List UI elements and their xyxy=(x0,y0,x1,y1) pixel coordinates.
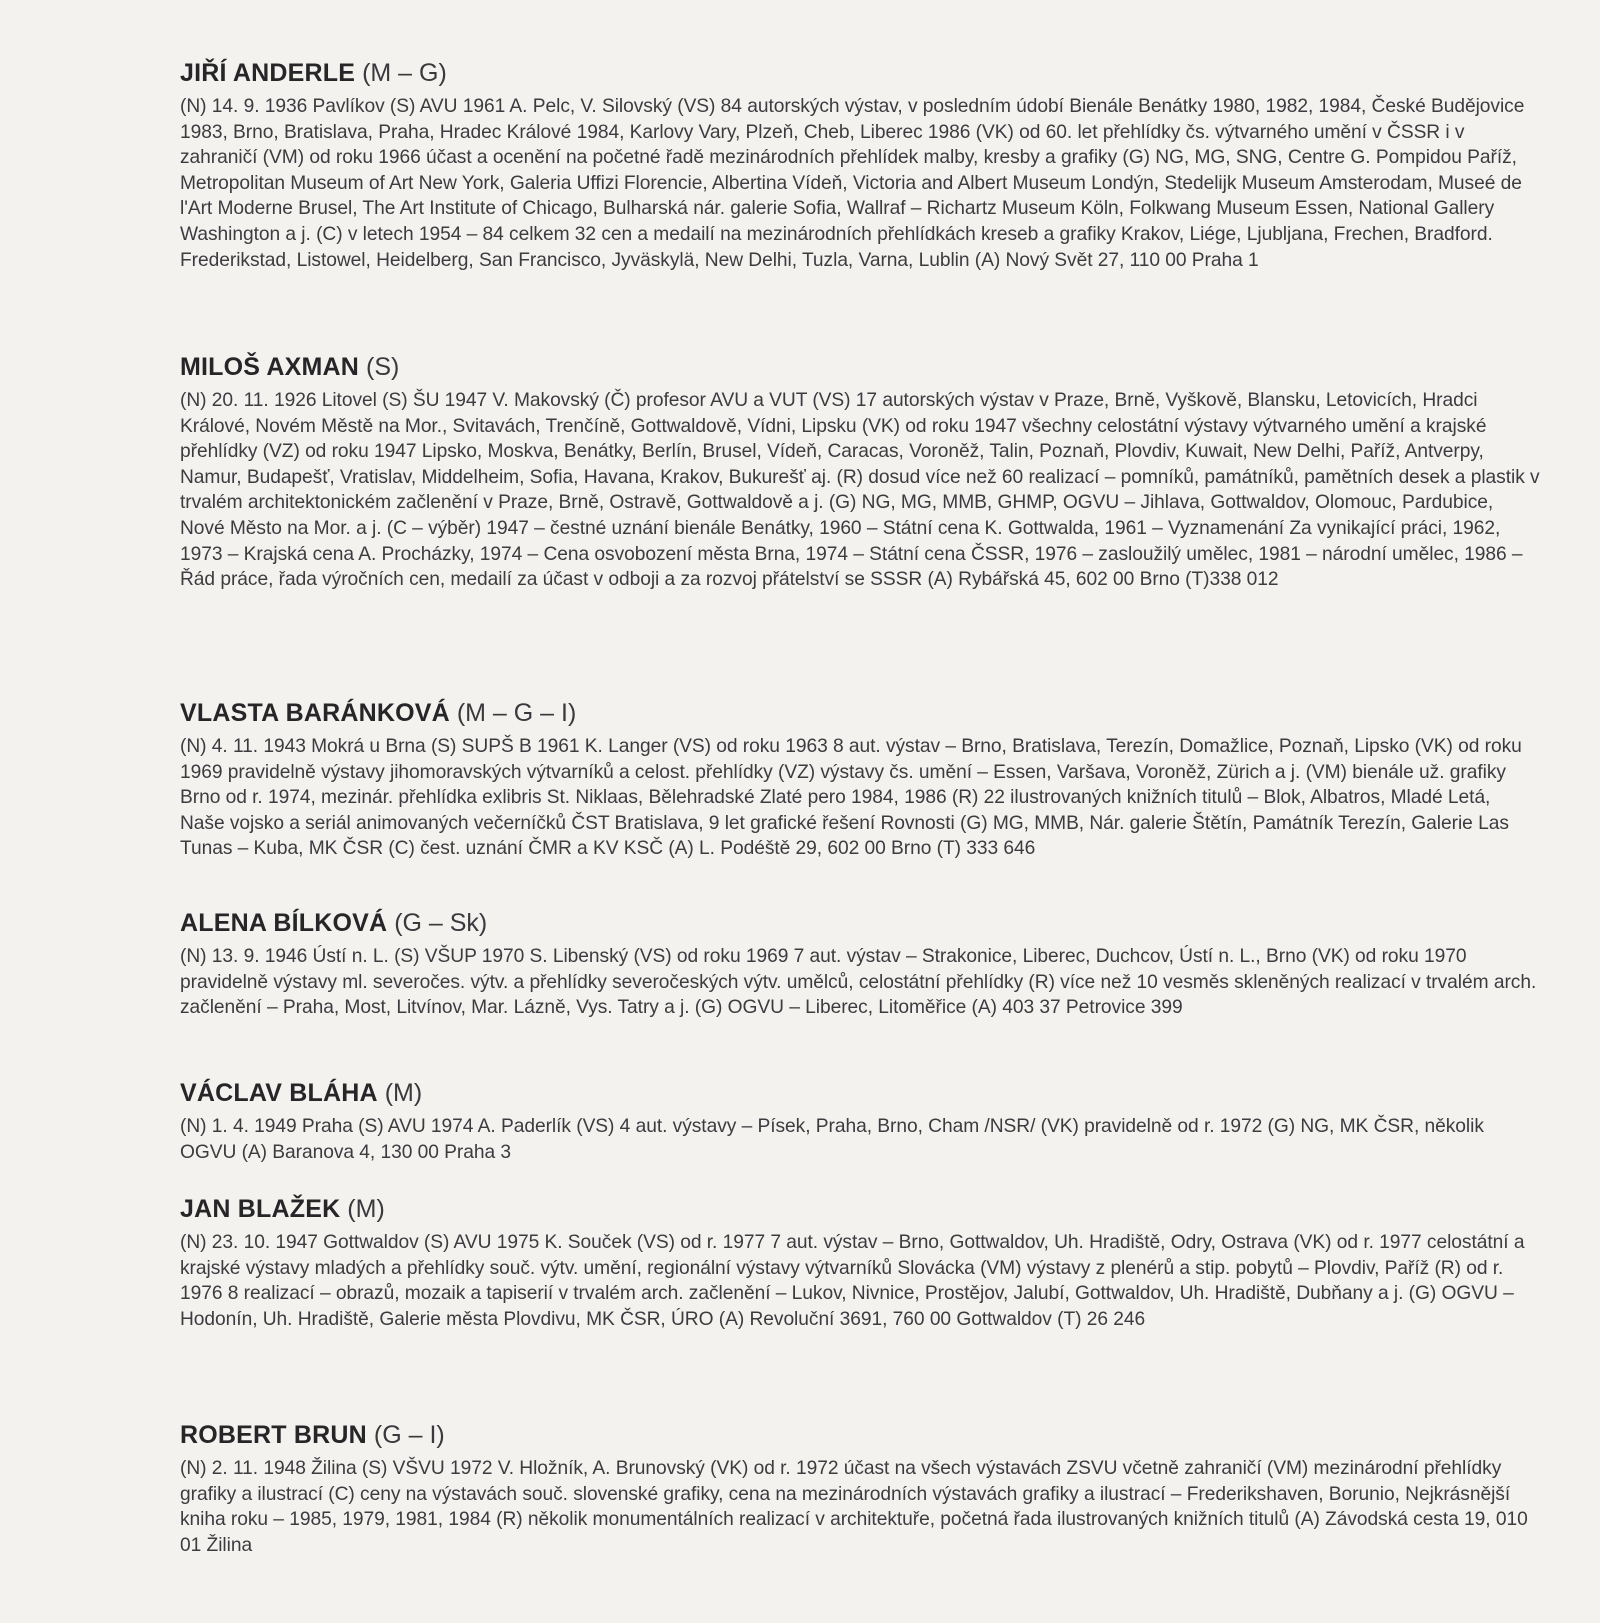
artist-techniques: (M) xyxy=(384,1079,423,1107)
artist-entry-blazek xyxy=(180,1194,1540,1332)
artist-entry-brun xyxy=(180,1420,1540,1558)
entry-heading xyxy=(180,352,1540,382)
entry-heading xyxy=(180,1078,1540,1108)
entry-heading xyxy=(180,698,1540,728)
artist-techniques: (G – I) xyxy=(373,1421,445,1449)
artist-bio: (N) 1. 4. 1949 Praha (S) AVU 1974 A. Paderlík (VS) 4 aut. výstavy – Písek, Praha, Brno, Cham /NSR/ (VK) pravidelně od r. 1972 (G) NG, MK ČSR, několik OGVU (A) Baranova 4, 130 00 Praha 3 xyxy=(180,1116,1484,1163)
entry-heading xyxy=(180,1420,1540,1450)
artist-techniques: (M – G – I) xyxy=(456,699,577,727)
artist-name: ROBERT BRUN xyxy=(180,1421,367,1449)
artist-techniques: (G – Sk) xyxy=(394,909,488,937)
artist-bio: (N) 13. 9. 1946 Ústí n. L. (S) VŠUP 1970 S. Libenský (VS) od roku 1969 7 aut. výstav – Strakonice, Liberec, Duchcov, Ústí n. L., Brno (VK) od roku 1970 pravidelně výstavy ml. severočes. výtv. a přehlídky severočeských výtv. umělců, celostátní přehlídky (R) více než 10 vesměs skleněných realizací v trvalém arch. začlenění – Praha, Most, Litvínov, Mar. Lázně, Vys. Tatry a j. (G) OGVU – Liberec, Litoměřice (A) 403 37 Petrovice 399 xyxy=(180,946,1537,1019)
artist-name: JAN BLAŽEK xyxy=(180,1195,341,1223)
artist-techniques: (S) xyxy=(366,353,400,381)
artist-bio: (N) 20. 11. 1926 Litovel (S) ŠU 1947 V. Makovský (Č) profesor AVU a VUT (VS) 17 autorských výstav v Praze, Brně, Vyškově, Blansku, Letovicích, Hradci Králové, Novém Městě na Mor., Svitavách, Trenčíně, Gottwaldově, Vídni, Lipsku (VK) od roku 1947 všechny celostátní výstavy výtvarného umění a krajské přehlídky (VZ) od roku 1947 Lipsko, Moskva, Benátky, Berlín, Brusel, Vídeň, Caracas, Voroněž, Talin, Poznaň, Plovdiv, Kuwait, New Delhi, Paříž, Antverpy, Namur, Budapešť, Vratislav, Middelheim, Sofia, Havana, Krakov, Bukurešť aj. (R) dosud více než 60 realizací – pomníků, památníků, pamětních desek a plastik v trvalém architektonickém začlenění v Praze, Brně, Ostravě, Gottwaldově a j. (G) NG, MG, MMB, GHMP, OGVU – Jihlava, Gottwaldov, Olomouc, Pardubice, Nové Město na Mor. a j. (C – výběr) 1947 – čestné uznání bienále Benátky, 1960 – Státní cena K. Gottwalda, 1961 – Vyznamenání Za vynikající práci, 1962, 1973 – Krajská cena A. Procházky, 1974 – Cena osvobození města Brna, 1974 – Státní cena ČSSR, 1976 – zasloužilý umělec, 1981 – národní umělec, 1986 – Řád práce, řada výročních cen, medailí za účast v odboji a za rozvoj přátelství se SSSR (A) Rybářská 45, 602 00 Brno (T)338 012 xyxy=(180,390,1540,591)
artist-name: VLASTA BARÁNKOVÁ xyxy=(180,699,450,727)
artist-bio: (N) 4. 11. 1943 Mokrá u Brna (S) SUPŠ B 1961 K. Langer (VS) od roku 1963 8 aut. výstav – Brno, Bratislava, Terezín, Domažlice, Poznaň, Lipsko (VK) od roku 1969 pravidelně výstavy jihomoravských výtvarníků a celost. přehlídky (VZ) výstavy čs. umění – Essen, Varšava, Voroněž, Zürich a j. (VM) bienále už. grafiky Brno od r. 1974, mezinár. přehlídka exlibris St. Niklaas, Bělehradské Zlaté pero 1984, 1986 (R) 22 ilustrovaných knižních titulů – Blok, Albatros, Mladé Letá, Naše vojsko a seriál animovaných večerníčků ČST Bratislava, 9 let grafické řešení Rovnosti (G) MG, MMB, Nár. galerie Štětín, Památník Terezín, Galerie Las Tunas – Kuba, MK ČSR (C) čest. uznání ČMR a KV KSČ (A) L. Podéště 29, 602 00 Brno (T) 333 646 xyxy=(180,736,1522,860)
entry-heading xyxy=(180,58,1540,88)
artist-entry-axman xyxy=(180,352,1540,593)
artist-name: VÁCLAV BLÁHA xyxy=(180,1079,378,1107)
artist-entry-anderle xyxy=(180,58,1540,273)
artist-name: ALENA BÍLKOVÁ xyxy=(180,909,388,937)
artist-techniques: (M) xyxy=(347,1195,385,1223)
artist-bio: (N) 2. 11. 1948 Žilina (S) VŠVU 1972 V. Hložník, A. Brunovský (VK) od r. 1972 účast na všech výstavách ZSVU včetně zahraničí (VM) mezinárodní přehlídky grafiky a ilustrací (C) ceny na výstavách souč. slovenské grafiky, cena na mezinárodních výstavách grafiky a ilustrací – Frederikshaven, Borunio, Nejkrásnější kniha roku – 1985, 1979, 1981, 1984 (R) několik monumentálních realizací v architektuře, početná řada ilustrovaných knižních titulů (A) Závodská cesta 19, 010 01 Žilina xyxy=(180,1458,1528,1556)
artist-bio: (N) 23. 10. 1947 Gottwaldov (S) AVU 1975 K. Souček (VS) od r. 1977 7 aut. výstav – Brno, Gottwaldov, Uh. Hradiště, Odry, Ostrava (VK) od r. 1977 celostátní a krajské výstavy mladých a přehlídky souč. výtv. umění, regionální výstavy výtvarníků Slovácka (VM) výstavy z plenérů a stip. pobytů – Plovdiv, Paříž (R) od r. 1976 8 realizací – obrazů, mozaik a tapiserií v trvalém arch. začlenění – Lukov, Nivnice, Prostějov, Jalubí, Gottwaldov, Uh. Hradiště, Dubňany a j. (G) OGVU – Hodonín, Uh. Hradiště, Galerie města Plovdivu, MK ČSR, ÚRO (A) Revoluční 3691, 760 00 Gottwaldov (T) 26 246 xyxy=(180,1232,1525,1330)
artist-entry-barankova xyxy=(180,698,1540,862)
artist-techniques: (M – G) xyxy=(362,59,447,87)
artist-entry-bilkova xyxy=(180,908,1540,1021)
entry-heading xyxy=(180,908,1540,938)
artist-entry-blaha xyxy=(180,1078,1540,1165)
artist-name: JIŘÍ ANDERLE xyxy=(180,59,356,87)
entry-heading xyxy=(180,1194,1540,1224)
artist-bio: (N) 14. 9. 1936 Pavlíkov (S) AVU 1961 A. Pelc, V. Silovský (VS) 84 autorských výstav, v posledním údobí Bienále Benátky 1980, 1982, 1984, České Budějovice 1983, Brno, Bratislava, Praha, Hradec Králové 1984, Karlovy Vary, Plzeň, Cheb, Liberec 1986 (VK) od 60. let přehlídky čs. výtvarného umění v ČSSR i v zahraničí (VM) od roku 1966 účast a ocenění na početné řadě mezinárodních přehlídek malby, kresby a grafiky (G) NG, MG, SNG, Centre G. Pompidou Paříž, Metropolitan Museum of Art New York, Galeria Uffizi Florencie, Albertina Vídeň, Victoria and Albert Museum Londýn, Stedelijk Museum Amsterodam, Museé de l'Art Moderne Brusel, The Art Institute of Chicago, Bulharská nár. galerie Sofia, Wallraf – Richartz Museum Köln, Folkwang Museum Essen, National Gallery Washington a j. (C) v letech 1954 – 84 celkem 32 cen a medailí na mezinárodních přehlídkách kreseb a grafiky Krakov, Liége, Ljubljana, Frechen, Bradford. Frederikstad, Listowel, Heidelberg, San Francisco, Jyväskylä, New Delhi, Tuzla, Varna, Lublin (A) Nový Svět 27, 110 00 Praha 1 xyxy=(180,96,1525,271)
artist-name: MILOŠ AXMAN xyxy=(180,353,360,381)
